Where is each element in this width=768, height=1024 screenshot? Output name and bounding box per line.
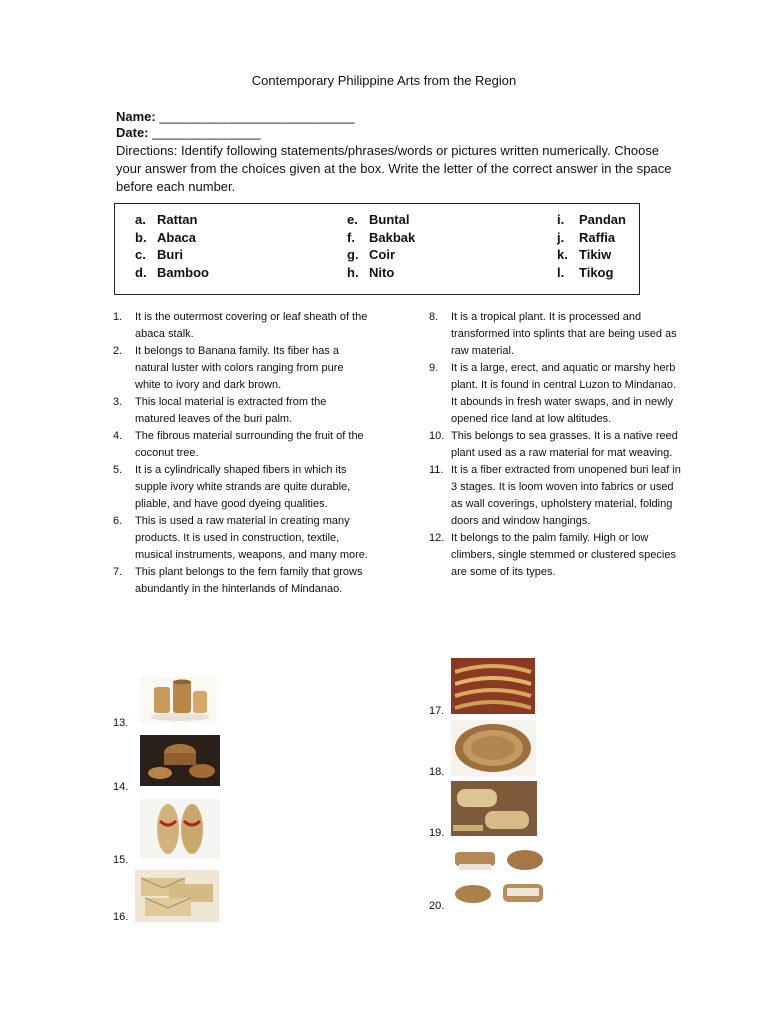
item-14-number: 14. xyxy=(113,781,129,793)
item-19-number: 19. xyxy=(429,827,445,839)
choice-l: l. Tikog xyxy=(557,265,614,280)
question-4: 4. The fibrous material surrounding the fruit of the coconut tree. xyxy=(113,430,364,459)
item-18-number: 18. xyxy=(429,766,445,778)
choice-i: i. Pandan xyxy=(557,212,626,227)
question-12: 12. It belongs to the palm family. High or low climbers, single stemmed or clustered species are some of its types. xyxy=(429,532,676,578)
name-label: Name: xyxy=(116,109,156,124)
name-field[interactable] xyxy=(116,109,355,124)
question-6: 6. This is used a raw material in creating many products. It is used in construction, textile, musical instruments, weapons, and many more. xyxy=(113,515,368,561)
worksheet-title: Contemporary Philippine Arts from the Region xyxy=(251,73,517,88)
choice-c: c. Buri xyxy=(135,247,183,262)
item-13-number: 13. xyxy=(113,717,129,729)
questions-left xyxy=(113,309,369,598)
date-field[interactable] xyxy=(116,125,261,140)
choice-e: e. Buntal xyxy=(347,212,410,227)
woven-slippers-image xyxy=(451,781,537,836)
directions-text: Directions: Identify following statements/phrases/words or pictures written numerically. Choose your answer from the choices given at the box. Write the letter of the correct answer in the space before each number. xyxy=(116,143,672,194)
item-20-number: 20. xyxy=(429,900,445,912)
choice-b: b. Abaca xyxy=(135,230,197,245)
question-3: 3. This local material is extracted from the matured leaves of the buri palm. xyxy=(113,396,327,425)
choice-f: f. Bakbak xyxy=(347,230,416,245)
question-10: 10. This belongs to sea grasses. It is a native reed plant used as a raw material for mat weaving. xyxy=(429,430,678,459)
choice-j: j. Raffia xyxy=(557,230,616,245)
name-blank: ___________________________ xyxy=(159,109,355,124)
question-5: 5. It is a cylindrically shaped fibers in which its supple ivory white strands are quite durable, pliable, and have good dyeing qualities. xyxy=(113,464,351,510)
bamboo-cups-image xyxy=(140,677,217,723)
date-blank: _______________ xyxy=(152,125,261,140)
woven-envelope-bags-image xyxy=(135,870,219,922)
question-2: 2. It belongs to Banana family. Its fiber has a natural luster with colors ranging from pure white to ivory and dark brown. xyxy=(113,345,344,391)
woven-sandals-image xyxy=(140,799,220,859)
choice-k: k. Tikiw xyxy=(557,247,612,262)
item-15-number: 15. xyxy=(113,854,129,866)
fiber-ropes-image xyxy=(451,658,535,714)
item-17-number: 17. xyxy=(429,705,445,717)
choice-g: g. Coir xyxy=(347,247,395,262)
item-16-number: 16. xyxy=(113,911,129,923)
question-1: 1. It is the outermost covering or leaf sheath of the abaca stalk. xyxy=(113,311,368,340)
choice-h: h. Nito xyxy=(347,265,395,280)
choices-box xyxy=(114,203,640,295)
questions-right xyxy=(429,309,683,581)
date-label: Date: xyxy=(116,125,149,140)
question-9: 9. It is a large, erect, and aquatic or marshy herb plant. It is found in central Luzon to Mindanao. It abounds in fresh water swaps, and in newly opened rice land at low altitudes. xyxy=(429,362,677,425)
rattan-furniture-image xyxy=(451,846,547,910)
question-7: 7. This plant belongs to the fern family that grows abundantly in the hinterlands of Mindanao. xyxy=(113,566,363,595)
wooden-bowls-image xyxy=(140,735,220,786)
choice-a: a. Rattan xyxy=(135,212,198,227)
woven-tray-image xyxy=(451,720,536,776)
question-8: 8. It is a tropical plant. It is processed and transformed into splints that are being used as raw material. xyxy=(429,311,677,357)
question-11: 11. It is a fiber extracted from unopened buri leaf in 3 stages. It is loom woven into fabrics or used as wall coverings, upholstery material, folding doors and window hangings. xyxy=(429,464,681,527)
choice-d: d. Bamboo xyxy=(135,265,209,280)
